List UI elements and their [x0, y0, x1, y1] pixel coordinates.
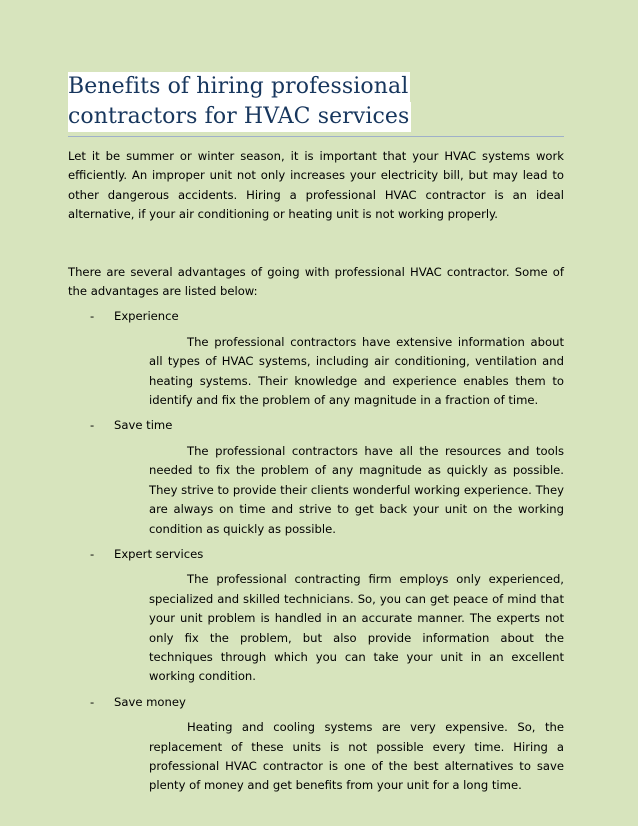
intro-paragraph: Let it be summer or winter season, it is important that your HVAC systems work efficiently. An improper unit not only increases your electricity bill, but may lead to other dangerous accidents. Hiring a professional HVAC contractor is an ideal alternative, if your air conditioning or heating unit is not working properly.: [68, 149, 564, 222]
advantages-list: [68, 307, 564, 795]
item-body: The professional contractors have extensive information about all types of HVAC systems, including air conditioning, ventilation and heating systems. Their knowledge and experience enables them to identify and fix the problem of any magnitude in a fraction of time.: [149, 334, 564, 408]
title-line-1: Benefits of hiring professional: [68, 72, 410, 102]
title-line-2: contractors for HVAC services: [68, 102, 411, 132]
item-body: The professional contractors have all the resources and tools needed to fix the problem of any magnitude as quickly as possible. They strive to provide their clients wonderful working experience. They are always on time and strive to get back your unit on the working condition as quickly as possible.: [149, 443, 564, 536]
list-item-expert-services: [90, 545, 564, 564]
list-item-experience: [90, 307, 564, 326]
advantages-intro-paragraph: There are several advantages of going with professional HVAC contractor. Some of the advantages are listed below:: [68, 264, 564, 299]
item-heading: Experience: [114, 309, 179, 324]
list-item-save-money: [90, 693, 564, 712]
document-page: [68, 72, 564, 800]
bullet-dash: -: [90, 418, 95, 433]
list-item-save-time: [90, 416, 564, 435]
bullet-dash: -: [90, 546, 95, 561]
bullet-dash: -: [90, 309, 95, 324]
bullet-dash: -: [90, 694, 95, 709]
item-heading: Save money: [114, 694, 186, 709]
item-heading: Save time: [114, 418, 173, 433]
item-body: Heating and cooling systems are very expensive. So, the replacement of these units is not possible every time. Hiring a professional HVAC contractor is one of the best alternatives to save plenty of money and get benefits from your unit for a long time.: [149, 720, 564, 793]
item-body: The professional contracting firm employs only experienced, specialized and skilled technicians. So, you can get peace of mind that your unit problem is handled in an accurate manner. The experts not only fix the problem, but also provide information about the techniques through which you can take your unit in an excellent working condition.: [149, 572, 564, 684]
document-title: [68, 72, 564, 137]
item-heading: Expert services: [114, 546, 204, 561]
